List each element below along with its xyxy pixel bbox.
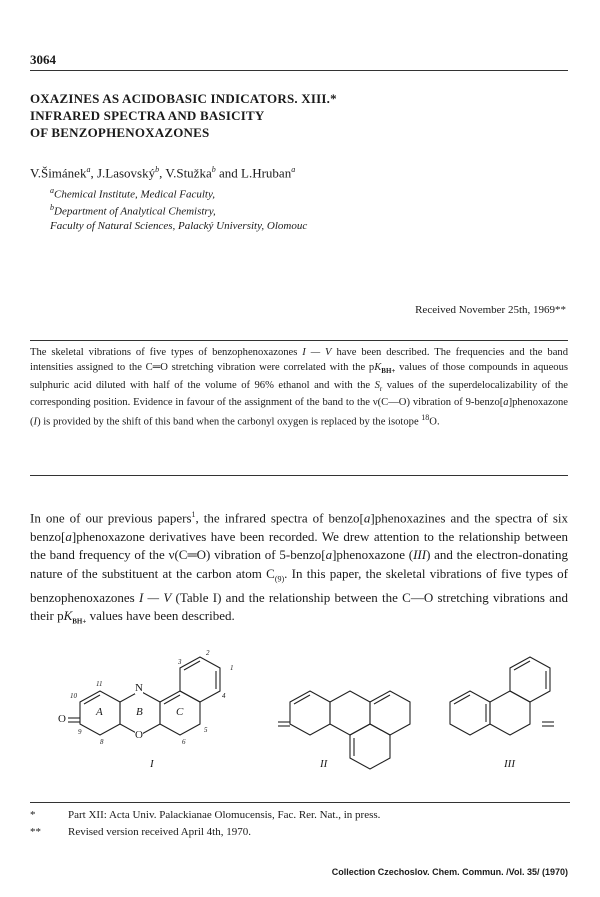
author-list [30, 165, 295, 181]
s-subscript: r [379, 384, 383, 393]
structure-svg [30, 640, 570, 790]
body-text: ]phenoxazines and the spectra of six benzo[ [30, 510, 569, 544]
author-2-affil: b [155, 165, 160, 174]
pk-subscript: BH+ [72, 617, 87, 626]
affiliation-c: Faculty of Natural Sciences, Palacký University, Olomouc [50, 220, 308, 232]
italic-a: a [503, 397, 509, 409]
abstract-top-rule [30, 340, 568, 341]
structure-figures [30, 640, 570, 790]
structure-label-II: II [320, 758, 328, 770]
author-sep: , [90, 165, 97, 181]
compound-ref: III [413, 547, 427, 563]
abstract [30, 346, 568, 430]
atom-label-O-bridge-I: O [135, 729, 143, 741]
pk-subscript: BH+ [381, 366, 396, 375]
ring-label-C: C [176, 706, 184, 718]
author-sep: , [159, 165, 166, 181]
compound-range: I — V [302, 347, 332, 358]
pk-symbol: K [63, 607, 73, 623]
position-10: 10 [70, 692, 77, 700]
position-8: 8 [100, 738, 104, 746]
footnote-2-mark: ** [30, 826, 41, 838]
body-text: . In this paper, the skeletal vibrations of five types of benzophenoxazones [30, 565, 568, 605]
position-3: 3 [178, 658, 182, 666]
reference-mark: 1 [191, 510, 196, 519]
author-4-affil: a [291, 165, 296, 174]
author-2: J.Lasovský [96, 165, 156, 181]
atom-label-N-I: N [135, 682, 143, 694]
atom-label-O-I: O [58, 713, 66, 725]
s-symbol: S [374, 379, 380, 391]
abstract-text: ]phenoxazone ( [30, 397, 568, 428]
journal-footer: Collection Czechoslov. Chem. Commun. /Vol. 35/ (1970) [331, 867, 568, 877]
compound-range: I — V [138, 589, 172, 605]
abstract-text: have been described. The frequencies and the band intensities assigned to the C═O stretching vibration were correlated with the p [30, 347, 568, 373]
structure-label-III: III [504, 758, 515, 770]
body-text: (Table I) and the relationship between the C—O stretching vibrations and their p [30, 589, 568, 623]
body-text: In one of our previous papers [30, 510, 192, 526]
body-text: , the infrared spectra of benzo[ [195, 510, 364, 526]
position-2: 2 [206, 649, 210, 657]
page-number: 3064 [30, 52, 56, 67]
position-6: 6 [182, 738, 186, 746]
structure-III-drawing [450, 657, 554, 735]
position-4: 4 [222, 692, 226, 700]
italic-a: a [65, 528, 72, 544]
affiliation-a [50, 186, 215, 201]
isotope-mass: 18 [421, 413, 430, 423]
pk-symbol: K [374, 361, 382, 373]
abstract-text: ) is provided by the shift of this band when the carbonyl oxygen is replaced by the isotope [37, 416, 422, 428]
author-3: V.Stužka [165, 165, 212, 181]
affil-a-text: Chemical Institute, Medical Faculty, [54, 188, 215, 201]
author-1: V.Šimánek [30, 165, 87, 181]
footnote-1-mark: * [30, 809, 36, 821]
structure-II-drawing [278, 691, 410, 769]
structure-I-drawing [68, 657, 220, 735]
ring-label-B: B [136, 706, 143, 718]
affil-b-mark: b [50, 203, 54, 212]
italic-a: a [325, 547, 333, 563]
body-text: ) and the electron-donating nature of the substituent at the carbon atom C [30, 547, 568, 581]
isotope-symbol: O. [429, 416, 440, 428]
abstract-text: values of the superdelocalizability of the corresponding position. Evidence in favour of the assignment of the band to the ν(C—O) vibration of 9-benzo[ [30, 379, 568, 409]
author-4: L.Hruban [241, 165, 292, 181]
compound-ref: I [33, 416, 38, 428]
footnote-1: Part XII: Acta Univ. Palackianae Olomucensis, Fac. Rer. Nat., in press. [68, 809, 381, 821]
carbon-position: (9) [274, 574, 285, 584]
body-text: ]phenoxazone ( [332, 547, 414, 563]
author-3-affil: b [211, 165, 216, 174]
affil-b-text: Department of Analytical Chemistry, [54, 205, 216, 218]
footnote-rule [30, 802, 570, 803]
affiliation-b [50, 203, 216, 218]
header-rule [30, 70, 568, 71]
position-5: 5 [204, 726, 208, 734]
footnote-2: Revised version received April 4th, 1970. [68, 826, 251, 838]
italic-a: a [363, 510, 371, 526]
title-line-3: OF BENZOPHENOXAZONES [30, 125, 210, 140]
title-line-2: INFRARED SPECTRA AND BASICITY [30, 108, 265, 123]
body-paragraph [30, 506, 568, 631]
affil-a-mark: a [50, 186, 54, 195]
received-date: Received November 25th, 1969** [415, 304, 566, 316]
title-line-1: OXAZINES AS ACIDOBASIC INDICATORS. XIII.* [30, 91, 337, 106]
abstract-text: The skeletal vibrations of five types of benzophenoxazones [30, 347, 303, 358]
author-sep: and [215, 165, 242, 181]
structure-label-I: I [150, 758, 154, 770]
article-title [30, 90, 337, 141]
position-11: 11 [96, 680, 103, 688]
abstract-text: values of those compounds in aqueous sulphuric acid diluted with half of the volume of 96% ethanol and with the [30, 361, 568, 391]
ring-label-A: A [96, 706, 103, 718]
body-text: values have been described. [86, 607, 235, 623]
body-text: ]phenoxazone derivatives have been recorded. We drew attention to the relationship between the band frequency of the ν(C═O) vibration of 5-benzo[ [30, 528, 568, 563]
abstract-bottom-rule [30, 475, 568, 476]
position-1: 1 [230, 664, 234, 672]
position-9: 9 [78, 728, 82, 736]
author-1-affil: a [86, 165, 91, 174]
